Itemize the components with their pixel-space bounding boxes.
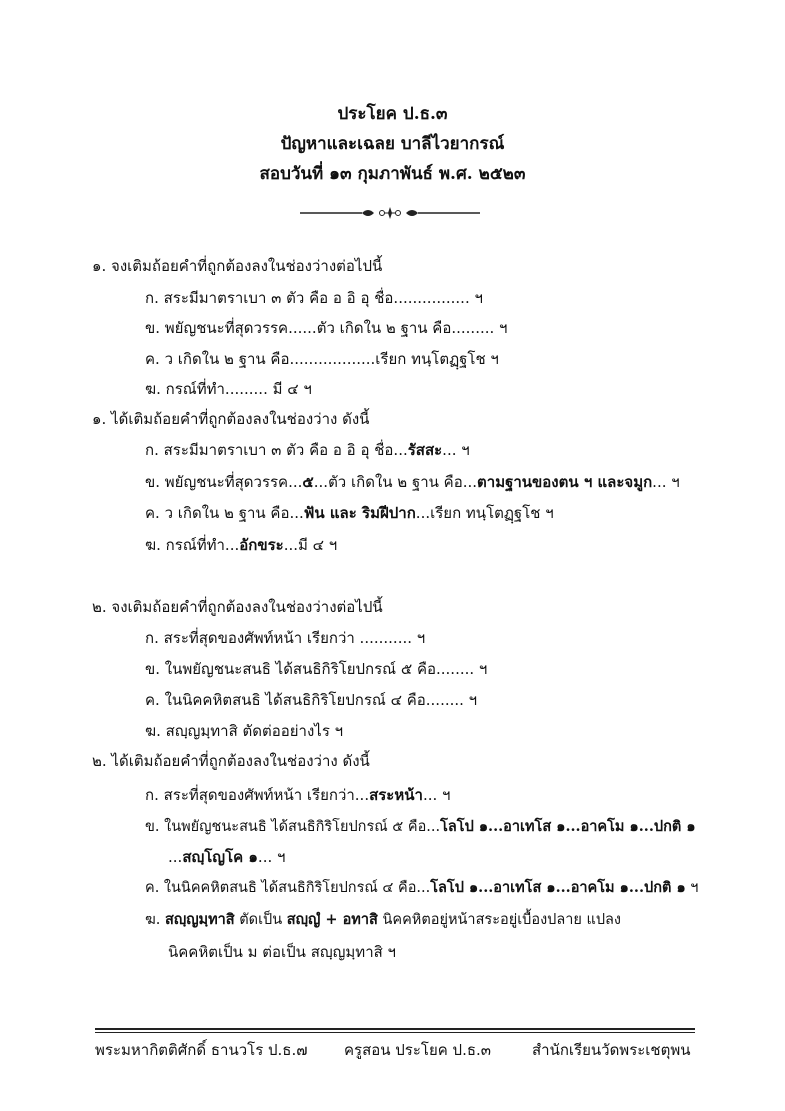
answer-text: ข. พยัญชนะที่สุดวรรค... [145, 473, 303, 491]
answer-1a [145, 440, 470, 460]
footer-institution: สำนักเรียนวัดพระเชตุพน [532, 1041, 691, 1059]
answer-2b [145, 817, 696, 837]
answer-text: ค. ว เกิดใน ๒ ฐาน คือ... [145, 504, 304, 522]
answer-2-intro: ๒. ได้เติมถ้อยคำที่ถูกต้องลงในช่องว่าง ดังนี้ [92, 752, 370, 770]
answer-text: ... ฯ [652, 473, 680, 491]
answer-highlight: ฟัน และ ริมฝีปาก [303, 504, 416, 522]
answer-text: ฆ. กรณ์ที่ทำ... [145, 536, 240, 554]
answer-2d-continued: นิคคหิตเป็น ม ต่อเป็น สญฺญมฺทาสิ ฯ [168, 943, 396, 961]
answer-highlight: อักขระ [239, 536, 284, 554]
answer-2a [145, 785, 450, 805]
answer-1d [145, 535, 337, 555]
answer-1-intro: ๑. ได้เติมถ้อยคำที่ถูกต้องลงในช่องว่าง ดังนี้ [92, 410, 370, 428]
answer-text: ...เรียก ทนฺโตฏฺฐโช ฯ [415, 504, 554, 522]
answer-2b-continued [168, 847, 285, 867]
answer-highlight: สระหน้า [369, 786, 423, 804]
answer-highlight: รัสสะ [407, 441, 443, 459]
question-1d: ฆ. กรณ์ที่ทำ......... มี ๔ ฯ [145, 380, 312, 398]
answer-text: ... ฯ [257, 848, 286, 866]
answer-highlight: โลโป ๑...อาเทโส ๑...อาคโม ๑...ปกติ ๑ [440, 818, 696, 835]
answer-text: ...มี ๔ ฯ [283, 536, 338, 554]
footer-rule [95, 1028, 695, 1030]
exam-date: สอบวันที่ ๑๓ กุมภาพันธ์ พ.ศ. ๒๕๒๓ [259, 164, 526, 184]
footer-author: พระมหากิตติศักดิ์ ธานวโร ป.ธ.๗ [95, 1041, 308, 1059]
answer-text: ก. สระมีมาตราเบา ๓ ตัว คือ อ อิ อุ ชื่อ... [145, 441, 408, 459]
question-1a: ก. สระมีมาตราเบา ๓ ตัว คือ อ อิ อุ ชื่อ................ ฯ [145, 289, 483, 307]
answer-text: ค. ในนิคคหิตสนธิ ได้สนธิกิริโยปกรณ์ ๔ คือ... [145, 880, 431, 896]
document-title: ประโยค ป.ธ.๓ [337, 104, 448, 124]
footer-rule [95, 1032, 695, 1033]
question-1c: ค. ว เกิดใน ๒ ฐาน คือ..................เรียก ทนฺโตฏฺฐโช ฯ [145, 350, 499, 368]
answer-text: ...ตัว เกิดใน ๒ ฐาน คือ... [313, 473, 478, 491]
answer-text: ... [168, 848, 183, 866]
question-1b: ข. พยัญชนะที่สุดวรรค......ตัว เกิดใน ๒ ฐาน คือ......... ฯ [145, 319, 508, 337]
answer-1b [145, 472, 680, 492]
question-2: ๒. จงเติมถ้อยคำที่ถูกต้องลงในช่องว่างต่อไปนี้ [92, 598, 383, 616]
question-2c: ค. ในนิคคหิตสนธิ ได้สนธิกิริโยปกรณ์ ๔ คือ........ ฯ [145, 691, 478, 709]
answer-text: ... ฯ [442, 441, 470, 459]
question-2b: ข. ในพยัญชนะสนธิ ได้สนธิกิริโยปกรณ์ ๕ คือ........ ฯ [145, 660, 488, 678]
answer-text: ข. ในพยัญชนะสนธิ ได้สนธิกิริโยปกรณ์ ๕ คือ... [145, 819, 441, 835]
answer-text: ก. สระที่สุดของศัพท์หน้า เรียกว่า... [145, 786, 370, 804]
answer-2d [145, 910, 621, 930]
answer-highlight: สญฺญมฺทาสิ [164, 911, 235, 928]
question-2a: ก. สระที่สุดของศัพท์หน้า เรียกว่า ........... ฯ [145, 629, 426, 647]
answer-2c [145, 878, 698, 898]
answer-highlight: สญฺโญโค ๑ [182, 848, 258, 866]
answer-text: ฆ. [145, 912, 165, 928]
answer-text: ฯ [685, 880, 699, 896]
answer-highlight: สญฺญํ + อทาสิ [286, 911, 378, 928]
answer-text: ... ฯ [422, 786, 451, 804]
answer-text: นิคคหิตอยู่หน้าสระอยู่เบื้องปลาย แปลง [377, 912, 622, 928]
answer-highlight: ๕ [302, 473, 314, 491]
question-2d: ฆ. สญฺญมฺทาสิ ตัดต่ออย่างไร ฯ [145, 722, 344, 740]
footer-role: ครูสอน ประโยค ป.ธ.๓ [344, 1041, 492, 1059]
answer-text: ตัดเป็น [234, 912, 287, 928]
document-subtitle: ปัญหาและเฉลย บาลีไวยากรณ์ [280, 134, 505, 154]
question-1: ๑. จงเติมถ้อยคำที่ถูกต้องลงในช่องว่างต่อไปนี้ [92, 257, 383, 275]
answer-highlight: โลโป ๑...อาเทโส ๑...อาคโม ๑...ปกติ ๑ [430, 879, 686, 896]
answer-highlight: ตามฐานของตน ฯ และจมูก [477, 473, 653, 491]
answer-1c [145, 503, 554, 523]
ornament-divider-icon [290, 206, 490, 220]
